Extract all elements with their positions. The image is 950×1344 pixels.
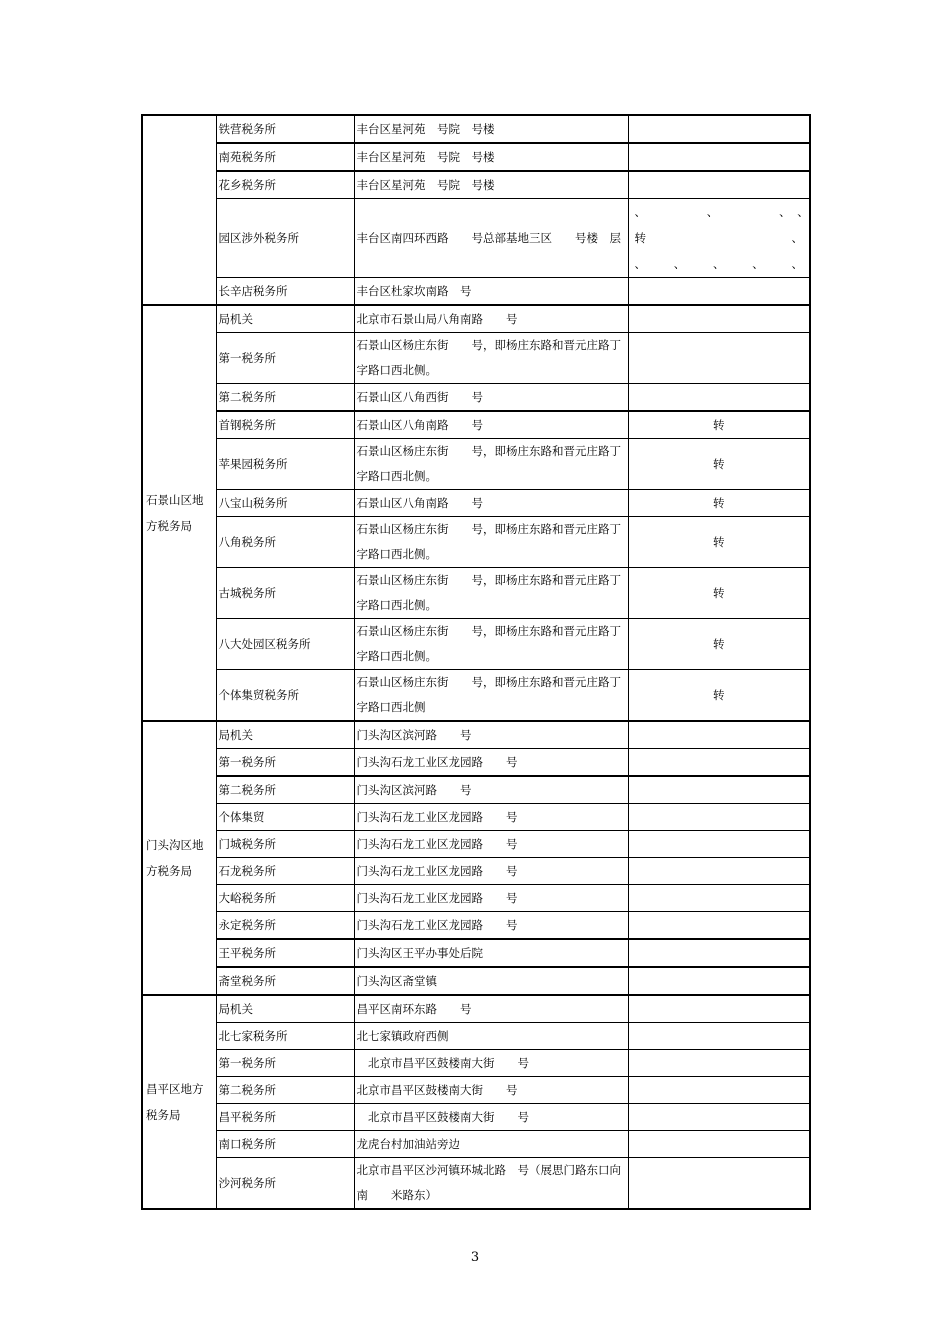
office-address: 门头沟区斋堂镇	[354, 967, 628, 995]
office-address: 石景山区杨庄东街 号，即杨庄东路和晋元庄路丁字路口西北侧。	[354, 517, 628, 568]
office-name: 第二税务所	[216, 384, 354, 412]
office-note	[628, 1050, 810, 1077]
office-address: 北京市昌平区鼓楼南大街 号	[354, 1050, 628, 1077]
office-note: 转	[628, 517, 810, 568]
table-row	[142, 831, 810, 858]
office-address: 丰台区星河苑 号院 号楼	[354, 143, 628, 171]
office-note: 转	[628, 439, 810, 490]
office-note	[628, 1023, 810, 1050]
office-name: 王平税务所	[216, 939, 354, 967]
office-note	[628, 1077, 810, 1104]
office-address: 北京市昌平区鼓楼南大街 号	[354, 1104, 628, 1131]
office-name: 铁营税务所	[216, 115, 354, 143]
office-address: 石景山区八角南路 号	[354, 490, 628, 517]
office-note	[628, 1158, 810, 1210]
office-note: 转	[628, 411, 810, 439]
office-name: 永定税务所	[216, 912, 354, 940]
table-row	[142, 1050, 810, 1077]
table-row	[142, 490, 810, 517]
office-note	[628, 143, 810, 171]
office-name: 北七家税务所	[216, 1023, 354, 1050]
office-note	[628, 967, 810, 995]
office-address: 门头沟石龙工业区龙园路 号	[354, 804, 628, 831]
office-note	[628, 831, 810, 858]
table-row	[142, 995, 810, 1023]
office-address: 石景山区杨庄东街 号，即杨庄东路和晋元庄路丁字路口西北侧。	[354, 619, 628, 670]
office-address: 石景山区杨庄东街 号，即杨庄东路和晋元庄路丁字路口西北侧。	[354, 439, 628, 490]
table-row	[142, 568, 810, 619]
office-address: 门头沟区王平办事处后院	[354, 939, 628, 967]
office-note	[628, 115, 810, 143]
office-name: 第一税务所	[216, 1050, 354, 1077]
office-address: 昌平区南环东路 号	[354, 995, 628, 1023]
office-address: 丰台区杜家坎南路 号	[354, 278, 628, 306]
office-note	[628, 721, 810, 749]
office-name: 沙河税务所	[216, 1158, 354, 1210]
office-note	[628, 939, 810, 967]
office-note	[628, 995, 810, 1023]
office-name: 园区涉外税务所	[216, 199, 354, 278]
office-name: 局机关	[216, 995, 354, 1023]
office-note	[628, 1131, 810, 1158]
table-row	[142, 305, 810, 333]
bureau-name: 石景山区地方税务局	[142, 305, 216, 721]
office-name: 第一税务所	[216, 333, 354, 384]
office-note	[628, 305, 810, 333]
office-note: 转	[628, 490, 810, 517]
office-name: 第二税务所	[216, 1077, 354, 1104]
office-note	[628, 384, 810, 412]
table-row	[142, 115, 810, 143]
office-name: 第一税务所	[216, 749, 354, 777]
table-row	[142, 749, 810, 777]
bureau-name	[142, 115, 216, 305]
office-name: 大峪税务所	[216, 885, 354, 912]
table-body	[142, 115, 872, 1209]
office-name: 八大处园区税务所	[216, 619, 354, 670]
table-row	[142, 1131, 810, 1158]
table-row	[142, 411, 810, 439]
table-row	[142, 278, 810, 306]
table-row	[142, 967, 810, 995]
office-note	[628, 804, 810, 831]
office-address: 门头沟石龙工业区龙园路 号	[354, 912, 628, 940]
office-name: 八角税务所	[216, 517, 354, 568]
office-address: 丰台区南四环西路 号总部基地三区 号楼 层	[354, 199, 628, 278]
office-address: 门头沟石龙工业区龙园路 号	[354, 831, 628, 858]
office-name: 昌平税务所	[216, 1104, 354, 1131]
office-note	[628, 776, 810, 804]
office-address: 门头沟石龙工业区龙园路 号	[354, 749, 628, 777]
office-name: 局机关	[216, 305, 354, 333]
office-address: 门头沟区滨河路 号	[354, 721, 628, 749]
office-note	[628, 749, 810, 777]
office-note	[628, 333, 810, 384]
table-row	[142, 939, 810, 967]
table-row	[142, 1077, 810, 1104]
office-name: 局机关	[216, 721, 354, 749]
office-address: 门头沟石龙工业区龙园路 号	[354, 885, 628, 912]
office-name: 门城税务所	[216, 831, 354, 858]
table-row	[142, 517, 810, 568]
office-note	[628, 1104, 810, 1131]
table-row	[142, 199, 810, 278]
office-name: 苹果园税务所	[216, 439, 354, 490]
office-address: 丰台区星河苑 号院 号楼	[354, 171, 628, 199]
tax-office-table	[141, 114, 872, 1210]
table-row	[142, 619, 810, 670]
office-note	[628, 858, 810, 885]
office-address: 龙虎台村加油站旁边	[354, 1131, 628, 1158]
office-name: 首钢税务所	[216, 411, 354, 439]
table-row	[142, 1104, 810, 1131]
office-address: 门头沟石龙工业区龙园路 号	[354, 858, 628, 885]
office-name: 古城税务所	[216, 568, 354, 619]
office-name: 石龙税务所	[216, 858, 354, 885]
office-address: 北七家镇政府西侧	[354, 1023, 628, 1050]
office-name: 个体集贸	[216, 804, 354, 831]
table-row	[142, 776, 810, 804]
office-address: 石景山区杨庄东街 号，即杨庄东路和晋元庄路丁字路口西北侧。	[354, 333, 628, 384]
office-name: 长辛店税务所	[216, 278, 354, 306]
office-name: 花乡税务所	[216, 171, 354, 199]
office-address: 北京市昌平区沙河镇环城北路 号（展思门路东口向南 米路东）	[354, 1158, 628, 1210]
office-name: 南苑税务所	[216, 143, 354, 171]
table-row	[142, 143, 810, 171]
table-row	[142, 333, 810, 384]
office-address: 门头沟区滨河路 号	[354, 776, 628, 804]
office-address: 丰台区星河苑 号院 号楼	[354, 115, 628, 143]
table-row	[142, 721, 810, 749]
office-address: 石景山区八角南路 号	[354, 411, 628, 439]
office-address: 石景山区杨庄东街 号，即杨庄东路和晋元庄路丁字路口西北侧	[354, 670, 628, 722]
office-name: 南口税务所	[216, 1131, 354, 1158]
office-name: 个体集贸税务所	[216, 670, 354, 722]
table-row	[142, 804, 810, 831]
table-row	[142, 670, 810, 722]
bureau-name: 昌平区地方税务局	[142, 995, 216, 1209]
office-note	[628, 278, 810, 306]
office-note: 转	[628, 568, 810, 619]
office-note	[628, 171, 810, 199]
office-note	[628, 912, 810, 940]
table-row	[142, 1023, 810, 1050]
office-note	[628, 885, 810, 912]
office-address: 石景山区杨庄东街 号，即杨庄东路和晋元庄路丁字路口西北侧。	[354, 568, 628, 619]
office-note: 转	[628, 670, 810, 722]
office-note: 、 、 、 、 转 、 、 、 、 、 、	[628, 199, 810, 278]
table-row	[142, 384, 810, 412]
table-row	[142, 858, 810, 885]
table-row	[142, 171, 810, 199]
office-name: 第二税务所	[216, 776, 354, 804]
office-address: 石景山区八角西街 号	[354, 384, 628, 412]
table-row	[142, 885, 810, 912]
page-number: 3	[470, 1250, 480, 1265]
office-name: 斋堂税务所	[216, 967, 354, 995]
office-address: 北京市昌平区鼓楼南大街 号	[354, 1077, 628, 1104]
table-row	[142, 1158, 810, 1210]
office-note: 转	[628, 619, 810, 670]
office-name: 八宝山税务所	[216, 490, 354, 517]
table-row	[142, 439, 810, 490]
bureau-name: 门头沟区地方税务局	[142, 721, 216, 995]
table-row	[142, 912, 810, 940]
office-address: 北京市石景山局八角南路 号	[354, 305, 628, 333]
